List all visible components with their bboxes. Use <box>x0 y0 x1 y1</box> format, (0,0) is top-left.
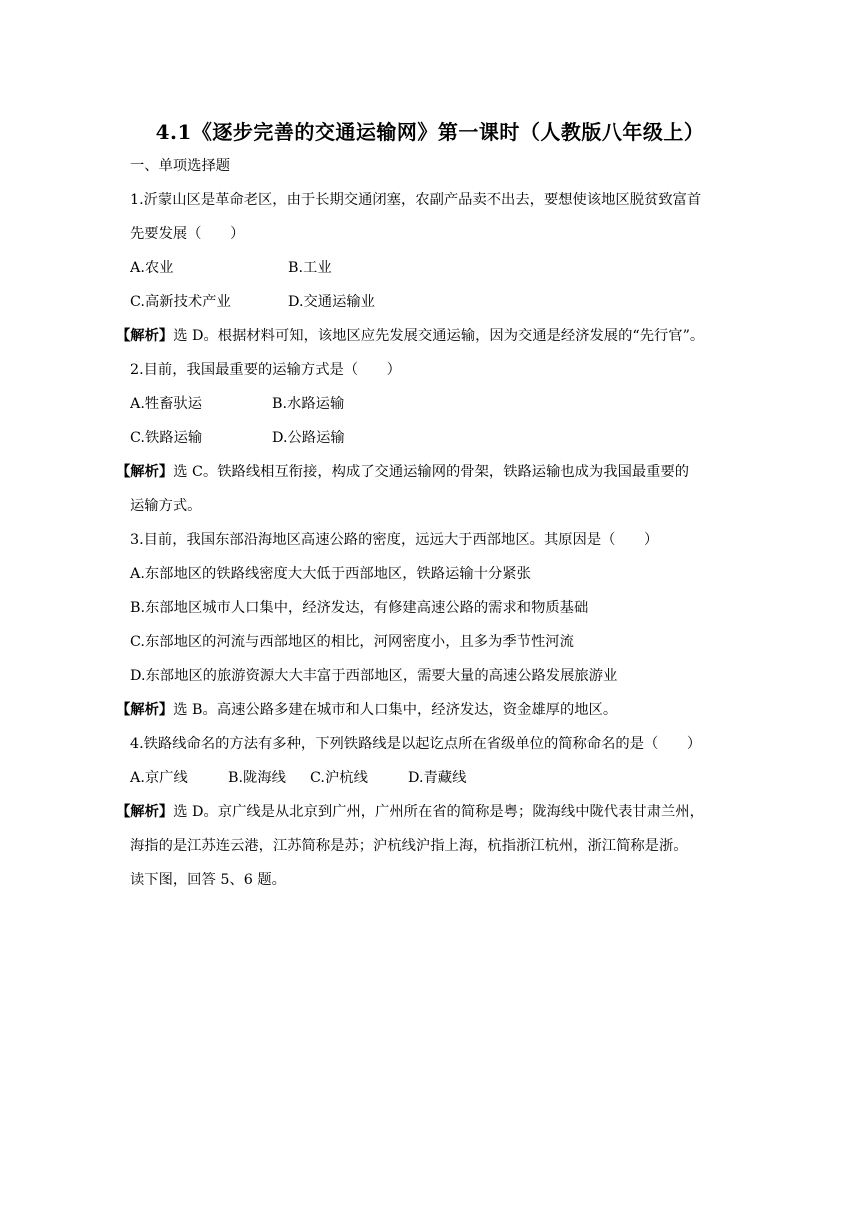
q1-analysis <box>116 326 704 346</box>
analysis-tag: 【解析】 <box>116 702 174 718</box>
analysis-tag: 【解析】 <box>116 804 174 820</box>
q4-answer: 选 D。京广线是从北京到广州，广州所在省的简称是粤；陇海线中陇代表甘肃兰州， <box>173 804 704 820</box>
analysis-tag: 【解析】 <box>116 328 174 344</box>
question-1-text: 1.沂蒙山区是革命老区，由于长期交通闭塞，农副产品卖不出去，要想使该地区脱贫致富首 <box>130 192 702 208</box>
q4-option-c: C.沪杭线 <box>310 770 368 786</box>
analysis-tag: 【解析】 <box>116 464 174 480</box>
question-1-text-cont: 先要发展（ ） <box>130 226 245 242</box>
q4-option-b: B.陇海线 <box>228 770 286 786</box>
q3-option-d: D.东部地区的旅游资源大大丰富于西部地区，需要大量的高速公路发展旅游业 <box>130 668 618 684</box>
q2-option-d: D.公路运输 <box>272 430 345 446</box>
question-3-text: 3.目前，我国东部沿海地区高速公路的密度，远远大于西部地区。其原因是（ ） <box>130 532 659 548</box>
q1-option-c: C.高新技术产业 <box>130 294 231 310</box>
question-4-text: 4.铁路线命名的方法有多种，下列铁路线是以起讫点所在省级单位的简称命名的是（ ） <box>130 736 702 752</box>
q4-answer-cont: 海指的是江苏连云港，江苏简称是苏；沪杭线沪指上海，杭指浙江杭州，浙江简称是浙。 <box>130 838 688 854</box>
q4-analysis <box>116 802 704 822</box>
q2-analysis <box>116 462 689 482</box>
question-2-text: 2.目前，我国最重要的运输方式是（ ） <box>130 362 401 378</box>
q1-option-a: A.农业 <box>130 260 174 276</box>
q3-analysis <box>116 700 617 720</box>
q1-option-d: D.交通运输业 <box>288 294 375 310</box>
section-heading: 一、单项选择题 <box>130 158 231 174</box>
q3-option-a: A.东部地区的铁路线密度大大低于西部地区，铁路运输十分紧张 <box>130 566 531 582</box>
page-title: 4.1《逐步完善的交通运输网》第一课时（人教版八年级上） <box>155 120 705 144</box>
q1-answer: 选 D。根据材料可知，该地区应先发展交通运输，因为交通是经济发展的“先行官”。 <box>173 328 705 344</box>
q2-answer: 选 C。铁路线相互衔接，构成了交通运输网的骨架，铁路运输也成为我国最重要的 <box>173 464 690 480</box>
q4-option-d: D.青藏线 <box>408 770 467 786</box>
q2-answer-cont: 运输方式。 <box>130 498 202 514</box>
q1-option-b: B.工业 <box>288 260 332 276</box>
q3-option-c: C.东部地区的河流与西部地区的相比，河网密度小，且多为季节性河流 <box>130 634 574 650</box>
q3-answer: 选 B。高速公路多建在城市和人口集中，经济发达，资金雄厚的地区。 <box>173 702 618 718</box>
q4-option-a: A.京广线 <box>130 770 188 786</box>
q2-option-a: A.牲畜驮运 <box>130 396 203 412</box>
q2-option-c: C.铁路运输 <box>130 430 203 446</box>
q2-option-b: B.水路运输 <box>272 396 345 412</box>
q3-option-b: B.东部地区城市人口集中，经济发达，有修建高速公路的需求和物质基础 <box>130 600 589 616</box>
figure-prompt: 读下图，回答 5、6 题。 <box>130 872 286 888</box>
